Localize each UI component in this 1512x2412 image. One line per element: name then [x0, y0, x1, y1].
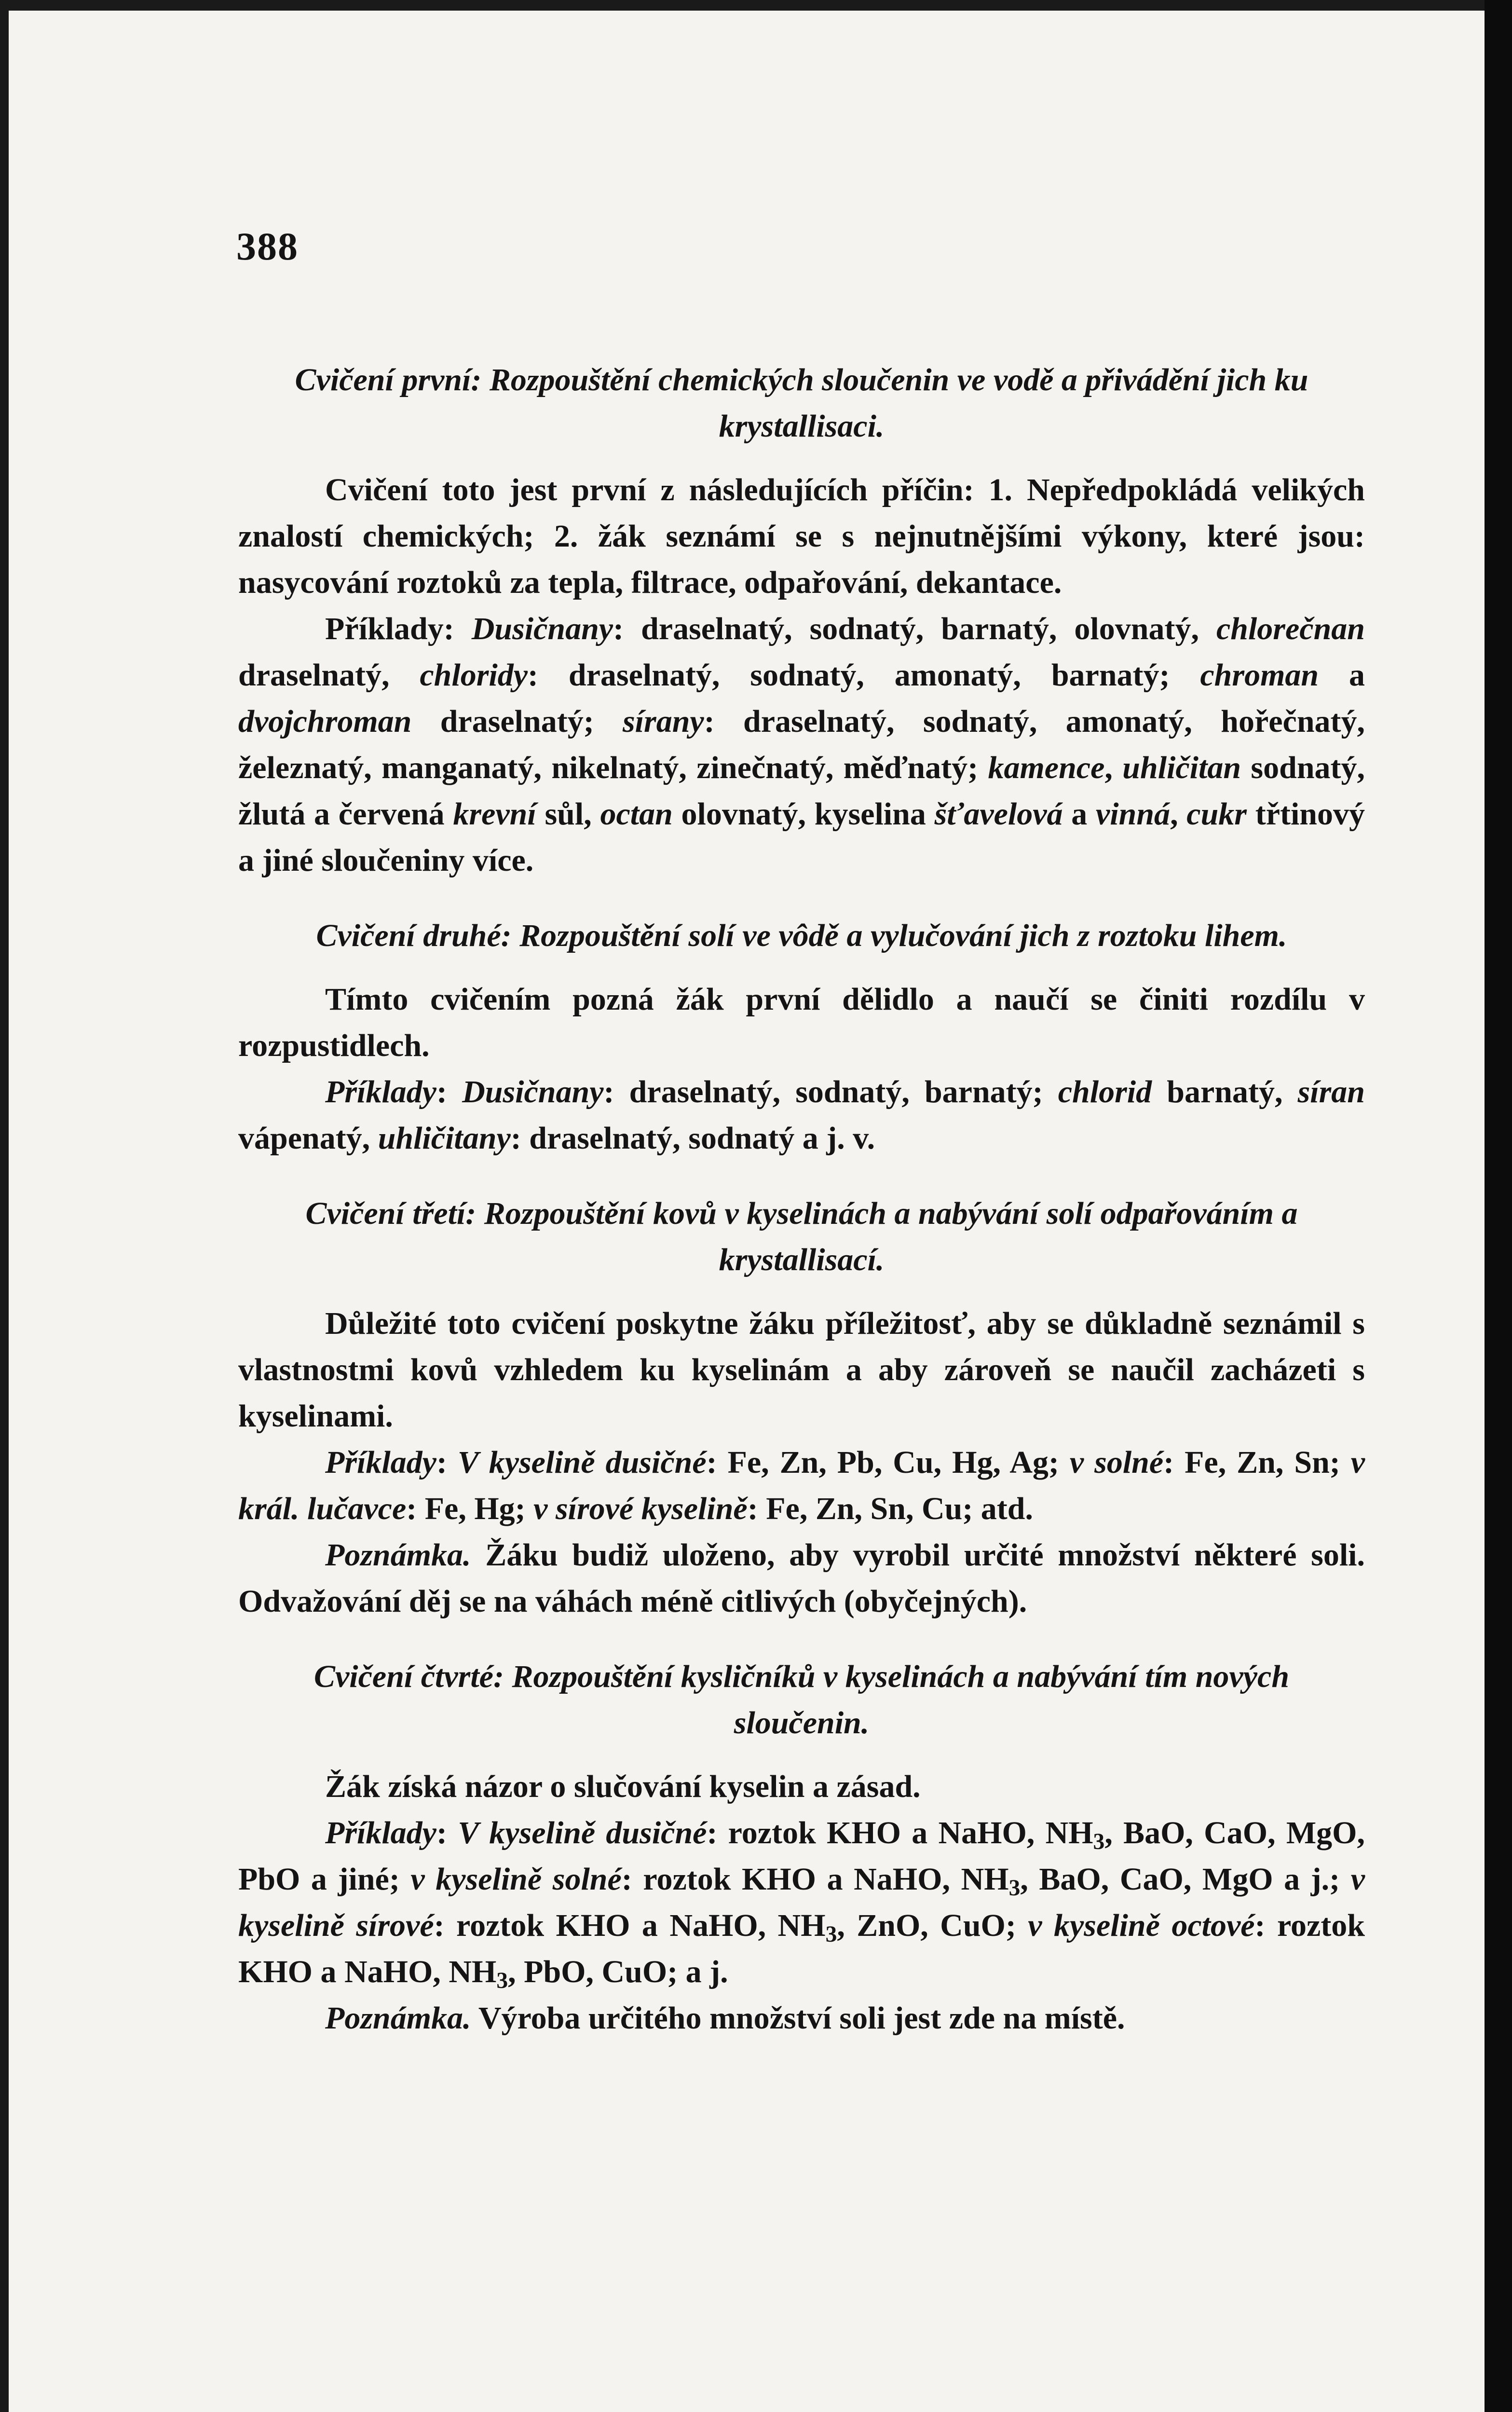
example-text: roztok KHO a NaHO, NH [643, 1862, 1009, 1897]
section-examples-2: Příklady: Dusičnany: draselnatý, sodnatý, barnatý; chlorid barnatý, síran vápenatý, uhličitany: draselnatý, sodnatý a j. v. [238, 1074, 1365, 1156]
page-body [238, 357, 1365, 2042]
example-text: draselnatý; [440, 704, 594, 739]
section-examples-4: Příklady: V kyselině dusičné: roztok KHO a NaHO, $NH_3$, BaO, CaO, MgO, PbO a jiné; v kyselině solné: roztok KHO a NaHO, $NH_3$, BaO, CaO, MgO a j.; v kyselině sírové: roztok KHO a NaHO, $NH_3$, ZnO, CuO; v kyselině octové: roztok KHO a NaHO, $NH_3$, PbO, CuO; a j. [238, 1815, 1365, 1993]
note-text: Výroba určitého množství soli jest zde na místě. [478, 2001, 1125, 2036]
section-heading-4: Cvičení čtvrté: Rozpouštění kysličníků v kyselinách a nabývání tím nových sloučenin. [313, 1659, 1290, 1740]
section-intro-4: Žák získá názor o slučování kyselin a zásad. [325, 1769, 921, 1804]
section-heading-2: Cvičení druhé: Rozpouštění solí ve vôdě a vylučování jich z roztoku lihem. [316, 918, 1287, 953]
example-term: šťavelová [934, 796, 1063, 832]
note-label: Poznámka. [325, 2001, 471, 2036]
example-term: chroman [1200, 658, 1319, 693]
example-text: barnatý, [1167, 1074, 1283, 1110]
section-intro-3: Důležité toto cvičení poskytne žáku příležitosť, aby se důkladně seznámil s vlastnostmi kovů vzhledem ku kyselinám a aby zároveň se naučil zacházeti s kyselinami. [238, 1306, 1365, 1434]
example-term: chlorid [1058, 1074, 1152, 1110]
example-text: draselnatý, [238, 658, 390, 693]
example-term: sírany [623, 704, 704, 739]
example-text: , BaO, CaO, MgO a j.; [1020, 1862, 1340, 1897]
example-term: uhličitan [1122, 750, 1241, 785]
example-term: V kyselině dusičné [458, 1815, 707, 1850]
heading-title: Rozpouštění solí ve vôdě a vylučování jich z roztoku lihem. [519, 918, 1287, 953]
example-term: uhličitany [378, 1121, 511, 1156]
example-term: vinná [1096, 796, 1171, 832]
example-text: roztok KHO a NaHO, NH [238, 1908, 1365, 1989]
example-term: chlorečnan [1216, 611, 1365, 646]
section-heading-1: Cvičení první: Rozpouštění chemických sloučenin ve vodě a přivádění jich ku krystallisaci. [295, 362, 1308, 444]
example-text: roztok KHO a NaHO, NH [456, 1908, 826, 1943]
example-term: v kyselině solné [410, 1862, 622, 1897]
note-text: Žáku budiž uloženo, aby vyrobil určité množství některé soli. Odvažování děj se na váhách méně citlivých (obyčejných). [238, 1537, 1365, 1619]
example-text: , PbO, CuO; a j. [508, 1954, 728, 1989]
section-intro-2: Tímto cvičením pozná žák první dělidlo a naučí se činiti rozdílu v rozpustidlech. [238, 982, 1365, 1063]
section-examples-1: Příklady: Dusičnany: draselnatý, sodnatý, barnatý, olovnatý, chlorečnan draselnatý, chloridy: draselnatý, sodnatý, amonatý, barnatý; chroman a dvojchroman draselnatý; sírany: draselnatý, sodnatý, amonatý, hořečnatý, železnatý, manganatý, nikelnatý, zinečnatý, měďnatý; kamence, uhličitan sodnatý, žlutá a červená krevní sůl, octan olovnatý, kyselina šťavelová a vinná, cukr třtinový a jiné sloučeniny více. [238, 611, 1365, 878]
examples-label: Příklady [325, 1815, 436, 1850]
section-gap [238, 1625, 1365, 1654]
example-term: kamence [988, 750, 1105, 785]
example-text: draselnatý, sodnatý, amonatý, barnatý; [568, 658, 1170, 693]
example-text: roztok KHO a NaHO, NH [728, 1815, 1093, 1850]
examples-label: Příklady [325, 611, 444, 646]
example-term: Dusičnany [462, 1074, 604, 1110]
example-term: dvojchroman [238, 704, 412, 739]
subscript: 3 [1008, 1875, 1021, 1901]
subscript: 3 [1093, 1829, 1105, 1854]
heading-title: Rozpouštění kovů v kyselinách a nabývání solí odpařováním a krystallisací. [484, 1196, 1298, 1277]
example-term: krevní [453, 796, 536, 832]
example-text: Fe, Zn, Sn; [1185, 1445, 1340, 1480]
example-text: vápenatý, [238, 1121, 370, 1156]
example-text: draselnatý, sodnatý a j. v. [529, 1121, 875, 1156]
example-term: Dusičnany [471, 611, 613, 646]
heading-title: Rozpouštění kysličníků v kyselinách a nabývání tím nových sloučenin. [512, 1659, 1290, 1740]
example-term: síran [1297, 1074, 1365, 1110]
section-gap [238, 884, 1365, 913]
example-term: v solné [1069, 1445, 1164, 1480]
section-gap [238, 1162, 1365, 1191]
scan-edge [1485, 0, 1512, 2412]
example-text: draselnatý, sodnatý, amonatý, hořečnatý, železnatý, manganatý, nikelnatý, zinečnatý, měďnatý; [238, 704, 1365, 785]
example-text: Fe, Zn, Pb, Cu, Hg, Ag; [727, 1445, 1059, 1480]
example-term: V kyselině dusičné [457, 1445, 707, 1480]
example-text: a [1349, 658, 1365, 693]
example-term: v král. lučavce [238, 1445, 1365, 1526]
section-examples-3: Příklady: V kyselině dusičné: Fe, Zn, Pb, Cu, Hg, Ag; v solné: Fe, Zn, Sn; v král. lučavce: Fe, Hg; v sírové kyselině: Fe, Zn, Sn, Cu; atd. [238, 1445, 1365, 1526]
section-heading-3: Cvičení třetí: Rozpouštění kovů v kyselinách a nabývání solí odpařováním a krystallisací. [305, 1196, 1298, 1277]
example-text: draselnatý, sodnatý, barnatý; [629, 1074, 1043, 1110]
example-text: olovnatý, kyselina [681, 796, 926, 832]
examples-label: Příklady [325, 1445, 436, 1480]
example-term: chloridy [420, 658, 528, 693]
example-term: octan [600, 796, 673, 832]
example-text: Fe, Hg; [424, 1491, 526, 1526]
heading-label: Cvičení čtvrté [313, 1659, 493, 1694]
example-text: , BaO, CaO, MgO, PbO a jiné; [238, 1815, 1365, 1897]
heading-title: Rozpouštění chemických sloučenin ve vodě a přivádění jich ku krystallisaci. [489, 362, 1308, 444]
heading-label: Cvičení druhé [316, 918, 501, 953]
example-text: sodnatý, žlutá a červená [238, 750, 1365, 832]
subscript: 3 [496, 1968, 508, 1993]
example-text: , ZnO, CuO; [837, 1908, 1016, 1943]
example-text: a [1071, 796, 1088, 832]
example-term: v kyselině octové [1028, 1908, 1255, 1943]
example-text: třtinový a jiné sloučeniny více. [238, 796, 1365, 878]
example-text: Fe, Zn, Sn, Cu; atd. [766, 1491, 1033, 1526]
section-note-3 [238, 1532, 1365, 1625]
heading-label: Cvičení první [295, 362, 471, 397]
example-term: v kyselině sírové [238, 1862, 1365, 1943]
example-term: v sírové kyselině [533, 1491, 748, 1526]
page-number: 388 [236, 224, 299, 268]
example-term: cukr [1186, 796, 1247, 832]
section-note-4 [238, 1995, 1365, 2042]
subscript: 3 [825, 1921, 837, 1947]
example-text: sůl, [545, 796, 592, 832]
heading-label: Cvičení třetí [305, 1196, 466, 1231]
example-text: draselnatý, sodnatý, barnatý, olovnatý, [641, 611, 1199, 646]
examples-label: Příklady [325, 1074, 436, 1110]
section-intro-1: Cvičení toto jest první z následujících příčin: 1. Nepředpokládá velikých znalostí chemických; 2. žák seznámí se s nejnutnějšími výkony, které jsou: nasycování roztoků za tepla, filtrace, odpařování, dekantace. [238, 472, 1365, 600]
note-label: Poznámka. [325, 1537, 471, 1573]
